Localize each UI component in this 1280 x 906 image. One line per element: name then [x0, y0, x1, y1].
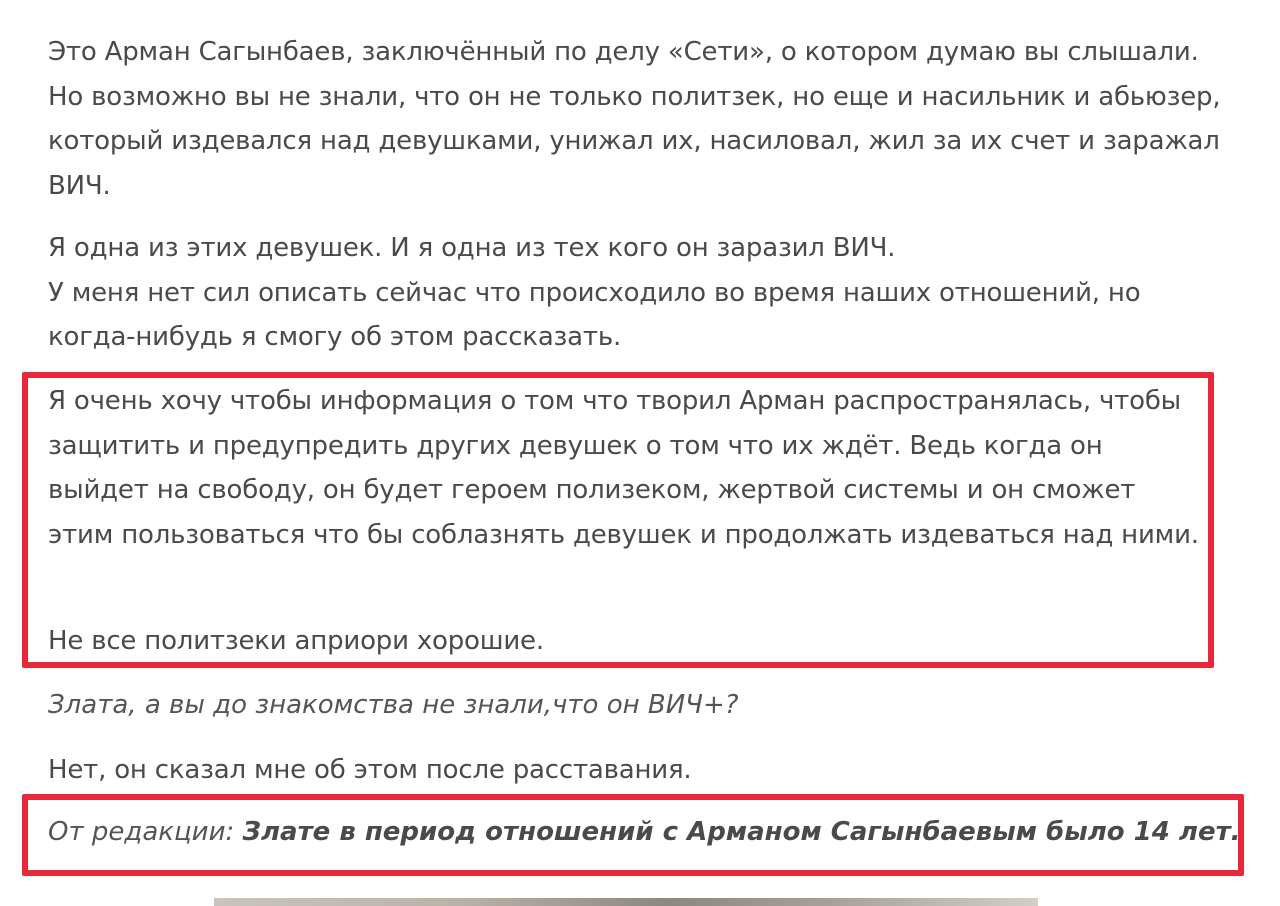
- article-image-top-edge: [214, 898, 1038, 906]
- editor-note-lead: От редакции:: [48, 817, 243, 847]
- paragraph-2-line-1: Я одна из этих девушек. И я одна из тех кого он заразил ВИЧ.: [48, 233, 896, 263]
- interview-answer: Нет, он сказал мне об этом после расставания.: [48, 755, 692, 785]
- editor-note-body: Злате в период отношений с Арманом Сагынбаевым было 14 лет.: [242, 817, 1241, 847]
- highlighted-paragraph-1: Я очень хочу чтобы информация о том что творил Арман распространялась, чтобы защитить и предупредить других девушек о том что их ждёт. Ведь когда он выйдет на свободу, он будет героем полизеком, жертвой системы и он сможет этим пользоваться что бы соблазнять девушек и продолжать издеваться над ними.: [48, 386, 1199, 550]
- highlighted-paragraph-2: Не все политзеки априори хорошие.: [48, 626, 544, 656]
- interview-question: Злата, а вы до знакомства не знали,что он ВИЧ+?: [48, 690, 739, 720]
- editor-note: [48, 810, 1241, 855]
- article-paragraph-2: [48, 226, 1228, 360]
- paragraph-2-line-2: У меня нет сил описать сейчас что происходило во время наших отношений, но когда-нибудь я смогу об этом рассказать.: [48, 277, 1141, 352]
- article-paragraph-1: Это Арман Сагынбаев, заключённый по делу «Сети», о котором думаю вы слышали. Но возможно вы не знали, что он не только политзек, но еще и насильник и абьюзер, который издевался над девушками, унижал их, насиловал, жил за их счет и заражал ВИЧ.: [48, 37, 1221, 201]
